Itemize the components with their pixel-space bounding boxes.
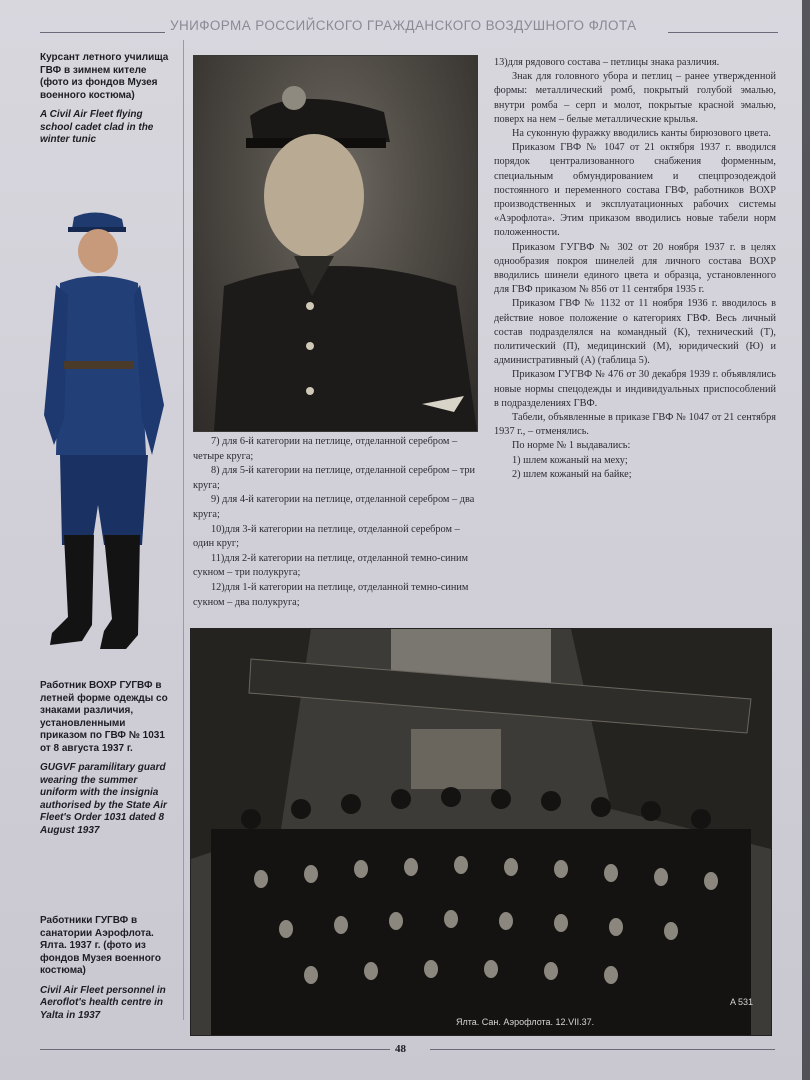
- photo-stamp: Ялта. Сан. Аэрофлота. 12.VII.37.: [456, 1017, 595, 1027]
- running-header: УНИФОРМА РОССИЙСКОГО ГРАЖДАНСКОГО ВОЗДУШНОГО ФЛОТА: [170, 18, 637, 33]
- photo-number: A 531: [729, 997, 753, 1007]
- body-paragraph: 2) шлем кожаный на байке;: [512, 468, 632, 480]
- body-paragraph: Приказом ГВФ № 1047 от 21 октября 1937 г. вводился порядок централизованного снабжения форменным, специальным обмундированием и спецпрозодеждой постоянного и переменного состава ГВФ, работников ВОХР производственных и эксплуатационных рабочих системы «Аэрофлота». Этим приказом вводились новые табели норм положенности.: [494, 142, 776, 239]
- body-paragraph: По норме № 1 выдавались:: [512, 440, 631, 452]
- body-paragraph: Табели, объявленные в приказе ГВФ № 1047 от 21 сентября 1937 г., – отменялись.: [494, 412, 776, 438]
- caption-en: GUGVF paramilitary guard wearing the summer uniform with the insignia authorised by the State Air Fleet's Order 1031 dated 8 August 1937: [40, 762, 167, 836]
- list-paragraph: 9) для 4-й категории на петлице, отделанной серебром – два круга;: [193, 494, 475, 520]
- right-column-text: [494, 56, 776, 482]
- caption-cadet: [40, 52, 172, 147]
- body-paragraph: Приказом ГУГВФ № 476 от 30 декабря 1939 г. объявлялись новые нормы спецодежды и индивидуальных приспособлений в подразделениях ГВФ.: [494, 369, 776, 409]
- category-list: [193, 435, 476, 610]
- header-rule-right: [668, 32, 778, 33]
- caption-ru: Курсант летного училища ГВФ в зимнем кителе (фото из фондов Музея военного костюма): [40, 52, 169, 101]
- group-photo-illustration: [191, 629, 771, 1035]
- list-paragraph: 7) для 6-й категории на петлице, отделанной серебром – четыре круга;: [193, 436, 458, 462]
- header-rule-left: [40, 32, 165, 33]
- portrait-illustration: [194, 56, 477, 431]
- list-paragraph: 10)для 3-й категории на петлице, отделанной серебром – один круг;: [193, 523, 460, 550]
- caption-ru: Работник ВОХР ГУГВФ в летней форме одежды со знаками различия, установленными приказом по ГВФ № 1031 от 8 августа 1937 г.: [40, 680, 168, 754]
- caption-group-photo: [40, 915, 172, 1022]
- body-paragraph: Приказом ГВФ № 1132 от 11 ноября 1936 г. вводилось в действие новое положение о категориях ГВФ. Весь личный состав подразделялся на командный (К), технический (Т), политический (П), медицинский (М), юридический (Ю) и административный (А) (таблица 5).: [494, 298, 776, 367]
- caption-ru: Работники ГУГВФ в санатории Аэрофлота. Ялта. 1937 г. (фото из фондов Музея военного костюма): [40, 915, 161, 976]
- footer-rule-left: [40, 1049, 390, 1050]
- page-edge-shadow: [802, 0, 810, 1080]
- page-number: 48: [395, 1043, 406, 1055]
- body-paragraph: 1) шлем кожаный на меху;: [512, 454, 628, 466]
- column-divider: [183, 40, 184, 1020]
- list-paragraph: 12)для 1-й категории на петлице, отделанной темно-синим сукном – два полукруга;: [193, 581, 469, 608]
- body-paragraph: Знак для головного убора и петлиц – ранее утвержденной формы: металлический ромб, покрытый голубой эмалью, внутри ромба – серп и молот, покрытые красной эмалью, поверх на нем – белые металлические крылья.: [494, 71, 776, 125]
- group-photo-yalta: [190, 628, 772, 1036]
- caption-guard: [40, 680, 172, 837]
- list-paragraph: 8) для 5-й категории на петлице, отделанной серебром – три круга;: [193, 465, 476, 491]
- caption-en: Civil Air Fleet personnel in Aeroflot's health centre in Yalta in 1937: [40, 984, 166, 1021]
- guard-uniform-figure: [42, 205, 167, 660]
- cadet-portrait-photo: [193, 55, 478, 432]
- caption-en: A Civil Air Fleet flying school cadet clad in the winter tunic: [40, 109, 154, 145]
- guard-figure-illustration: [42, 205, 167, 660]
- body-paragraph: На суконную фуражку вводились канты бирюзового цвета.: [512, 128, 771, 140]
- footer-rule-right: [430, 1049, 775, 1050]
- body-paragraph: 13)для рядового состава – петлицы знака различия.: [494, 57, 720, 68]
- list-paragraph: 11)для 2-й категории на петлице, отделанной темно-синим сукном – три полукруга;: [193, 552, 469, 579]
- body-paragraph: Приказом ГУГВФ № 302 от 20 ноября 1937 г. в целях однообразия покроя шинелей для личного состава ВОХР вводились шинели единого цвета и образца, установленного для ГВФ приказом № 856 от 11 сентября 1935 г.: [494, 241, 776, 296]
